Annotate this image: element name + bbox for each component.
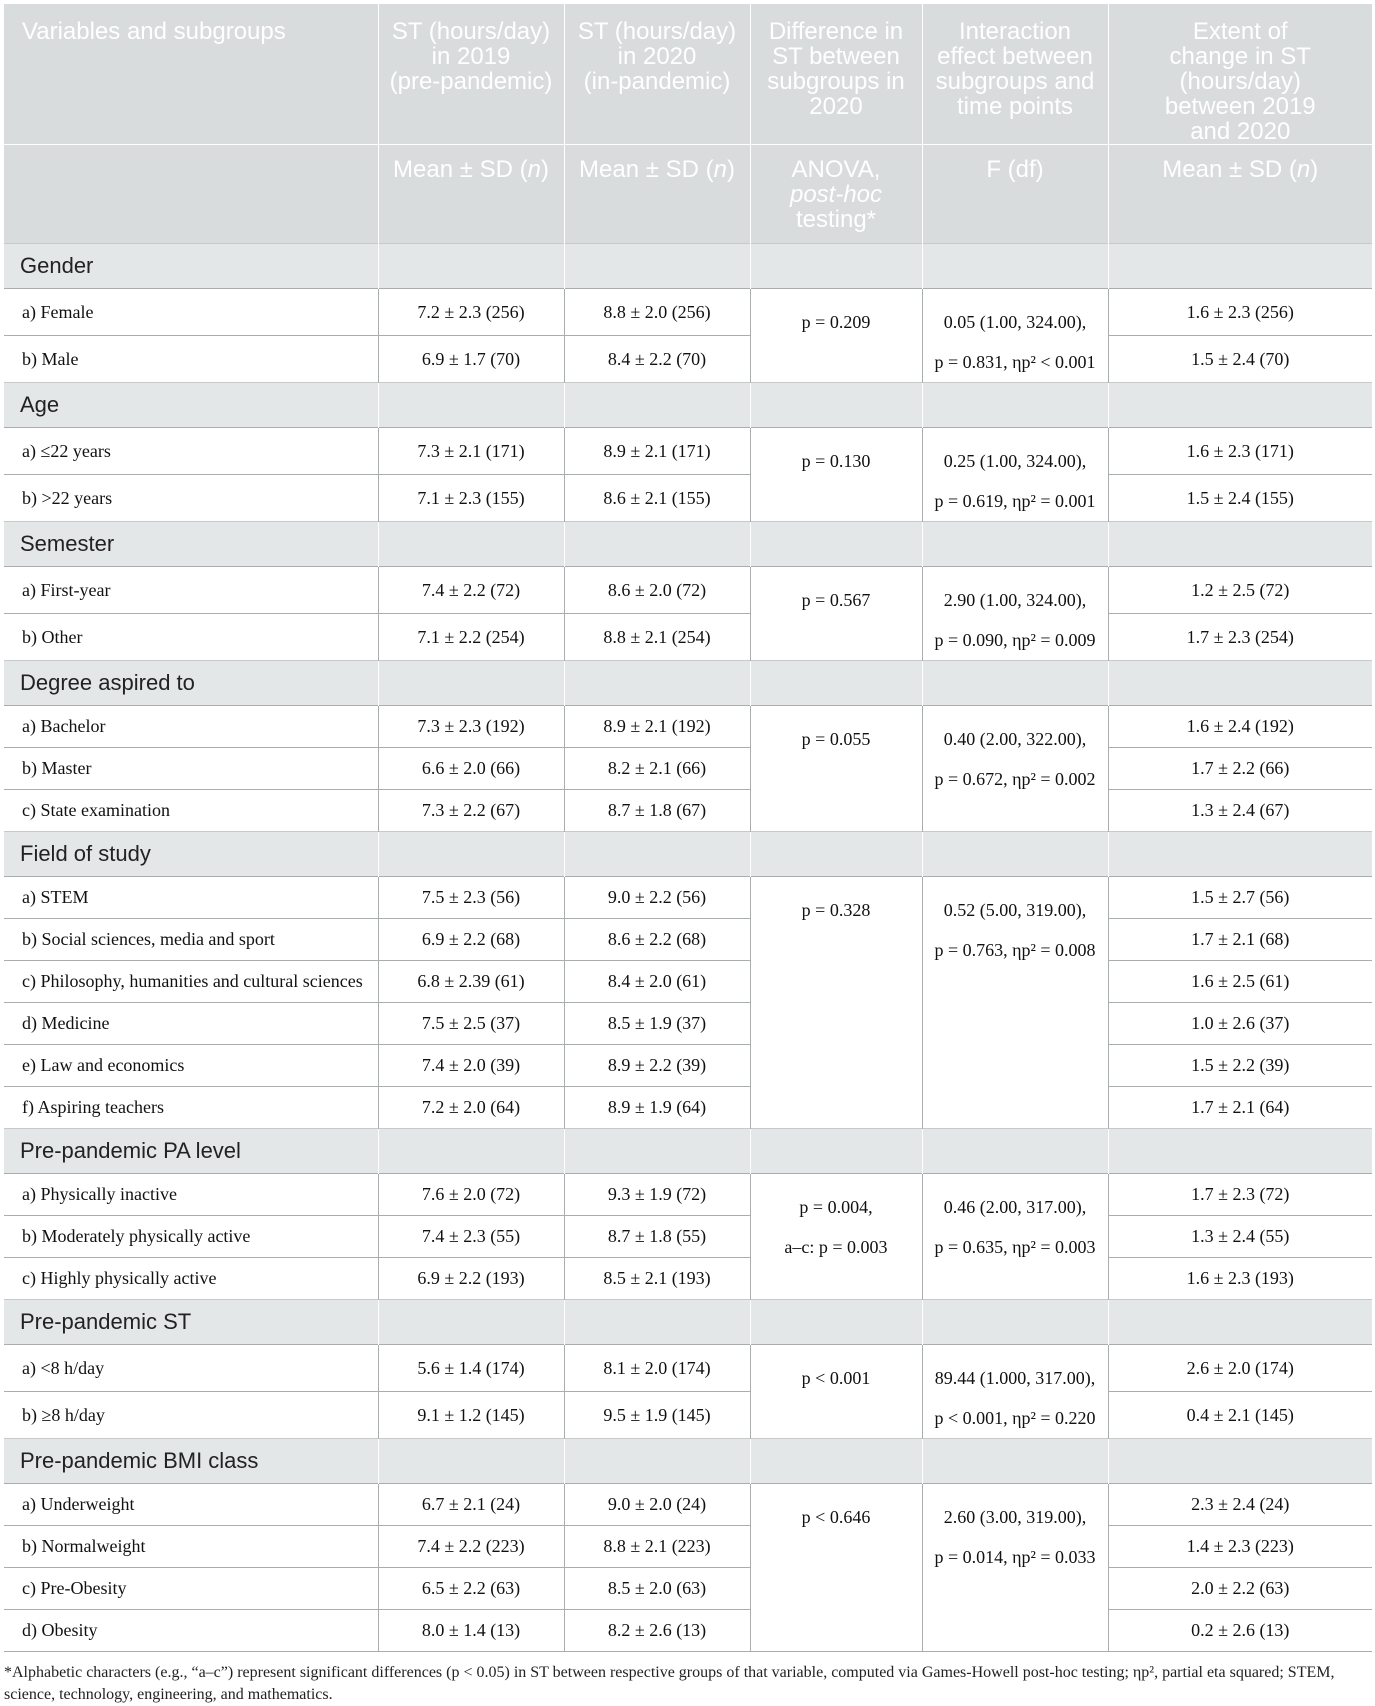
st-2020-cell: 8.8 ± 2.1 (254) <box>564 614 750 661</box>
st-2019-cell: 7.5 ± 2.3 (56) <box>378 877 564 919</box>
section-row <box>4 1300 1372 1345</box>
table-row <box>4 1216 1372 1258</box>
st-2020-cell: 9.0 ± 2.0 (24) <box>564 1484 750 1526</box>
subheader-text: Mean ± SD ( <box>579 156 714 183</box>
st-2019-cell: 8.0 ± 1.4 (13) <box>378 1610 564 1652</box>
anova-cell <box>750 706 922 832</box>
section-cell <box>922 1129 1108 1174</box>
header-line: ST (hours/day) <box>391 18 551 45</box>
results-table-document <box>4 4 1372 1706</box>
table-row <box>4 428 1372 475</box>
section-cell <box>922 383 1108 428</box>
change-cell: 1.6 ± 2.4 (192) <box>1108 706 1372 748</box>
table-row <box>4 877 1372 919</box>
st-2020-cell: 9.3 ± 1.9 (72) <box>564 1174 750 1216</box>
table-row <box>4 919 1372 961</box>
subheader-blank <box>4 145 378 244</box>
section-cell <box>922 1300 1108 1345</box>
subheader-text: ) <box>540 156 549 183</box>
table-row <box>4 1174 1372 1216</box>
interaction-line: 0.46 (2.00, 317.00), <box>943 1197 1087 1217</box>
subgroup-label: c) Philosophy, humanities and cultural sciences <box>4 961 378 1003</box>
anova-cell <box>750 428 922 522</box>
section-cell <box>378 1300 564 1345</box>
table-row <box>4 1045 1372 1087</box>
st-2019-cell: 6.5 ± 2.2 (63) <box>378 1568 564 1610</box>
header-line: (hours/day) <box>1179 68 1301 95</box>
change-cell: 1.4 ± 2.3 (223) <box>1108 1526 1372 1568</box>
section-row <box>4 661 1372 706</box>
table-header <box>4 4 1372 244</box>
anova-line: p = 0.209 <box>801 312 871 332</box>
interaction-line: 0.52 (5.00, 319.00), <box>943 900 1087 920</box>
st-2020-cell: 8.5 ± 1.9 (37) <box>564 1003 750 1045</box>
st-2019-cell: 9.1 ± 1.2 (145) <box>378 1392 564 1439</box>
interaction-line: 0.40 (2.00, 322.00), <box>943 729 1087 749</box>
section-cell <box>750 1439 922 1484</box>
subheader-mean-sd-change <box>1108 145 1372 244</box>
header-line: (pre-pandemic) <box>389 68 553 95</box>
header-line: effect between <box>937 43 1093 70</box>
st-2019-cell: 6.6 ± 2.0 (66) <box>378 748 564 790</box>
st-2019-cell: 5.6 ± 1.4 (174) <box>378 1345 564 1392</box>
results-table <box>4 4 1372 1652</box>
subgroup-label: a) ≤22 years <box>4 428 378 475</box>
interaction-line: 0.25 (1.00, 324.00), <box>943 451 1087 471</box>
table-row <box>4 1258 1372 1300</box>
header-line: ST (hours/day) <box>577 18 737 45</box>
st-2020-cell: 8.4 ± 2.2 (70) <box>564 336 750 383</box>
header-line: (in-pandemic) <box>583 68 731 95</box>
table-row <box>4 1484 1372 1526</box>
header-line: Difference in <box>768 18 904 45</box>
st-2019-cell: 7.4 ± 2.2 (72) <box>378 567 564 614</box>
section-cell <box>922 661 1108 706</box>
table-footnote: *Alphabetic characters (e.g., “a–c”) represent significant differences (p < 0.05) in ST between respective groups of that variable, computed via Games-Howell post-hoc testing; ηp², partial eta squared; STEM, science, technology, engineering, and mathematics. <box>4 1664 1335 1703</box>
change-cell: 1.6 ± 2.3 (193) <box>1108 1258 1372 1300</box>
subgroup-label: c) Pre-Obesity <box>4 1568 378 1610</box>
section-cell <box>1108 1439 1372 1484</box>
anova-line: p = 0.328 <box>801 900 871 920</box>
st-2019-cell: 7.4 ± 2.3 (55) <box>378 1216 564 1258</box>
subgroup-label: b) Normalweight <box>4 1526 378 1568</box>
st-2020-cell: 8.6 ± 2.1 (155) <box>564 475 750 522</box>
table-row <box>4 1610 1372 1652</box>
section-title: Age <box>4 383 378 428</box>
subgroup-label: d) Medicine <box>4 1003 378 1045</box>
subgroup-label: a) Bachelor <box>4 706 378 748</box>
interaction-line: p = 0.619, ηp² = 0.001 <box>934 491 1096 511</box>
table-row <box>4 475 1372 522</box>
st-2020-cell: 8.9 ± 2.1 (171) <box>564 428 750 475</box>
subheader-f-df: F (df) <box>922 145 1108 244</box>
table-row <box>4 1568 1372 1610</box>
section-cell <box>564 661 750 706</box>
st-2020-cell: 8.7 ± 1.8 (67) <box>564 790 750 832</box>
st-2020-cell: 8.8 ± 2.1 (223) <box>564 1526 750 1568</box>
section-row <box>4 832 1372 877</box>
section-cell <box>564 383 750 428</box>
header-line: in 2019 <box>431 43 511 70</box>
change-cell: 1.7 ± 2.2 (66) <box>1108 748 1372 790</box>
anova-line: p < 0.001 <box>801 1368 871 1388</box>
st-2020-cell: 8.7 ± 1.8 (55) <box>564 1216 750 1258</box>
section-title: Semester <box>4 522 378 567</box>
section-cell <box>922 522 1108 567</box>
table-row <box>4 614 1372 661</box>
section-cell <box>1108 1300 1372 1345</box>
subgroup-label: e) Law and economics <box>4 1045 378 1087</box>
st-2019-cell: 7.3 ± 2.1 (171) <box>378 428 564 475</box>
subheader-n: n <box>1296 156 1311 183</box>
header-line: time points <box>956 93 1074 120</box>
st-2020-cell: 8.9 ± 2.2 (39) <box>564 1045 750 1087</box>
interaction-line: 89.44 (1.000, 317.00), <box>934 1368 1096 1388</box>
interaction-line: 2.60 (3.00, 319.00), <box>943 1507 1087 1527</box>
section-cell <box>564 832 750 877</box>
interaction-line: p < 0.001, ηp² = 0.220 <box>934 1408 1096 1428</box>
header-line: Extent of <box>1192 18 1288 45</box>
st-2019-cell: 7.6 ± 2.0 (72) <box>378 1174 564 1216</box>
subgroup-label: b) Male <box>4 336 378 383</box>
interaction-cell <box>922 1484 1108 1652</box>
section-cell <box>378 832 564 877</box>
header-line: 2020 <box>809 93 863 120</box>
subheader-anova <box>750 145 922 244</box>
section-cell <box>378 1129 564 1174</box>
section-cell <box>750 1300 922 1345</box>
section-cell <box>564 244 750 289</box>
st-2019-cell: 7.1 ± 2.2 (254) <box>378 614 564 661</box>
table-row <box>4 1345 1372 1392</box>
change-cell: 1.6 ± 2.3 (171) <box>1108 428 1372 475</box>
st-2020-cell: 8.6 ± 2.0 (72) <box>564 567 750 614</box>
change-cell: 1.0 ± 2.6 (37) <box>1108 1003 1372 1045</box>
interaction-line: p = 0.635, ηp² = 0.003 <box>934 1237 1096 1257</box>
interaction-line: 0.05 (1.00, 324.00), <box>943 312 1087 332</box>
table-row <box>4 748 1372 790</box>
section-row <box>4 522 1372 567</box>
subgroup-label: b) ≥8 h/day <box>4 1392 378 1439</box>
interaction-cell <box>922 1345 1108 1439</box>
section-cell <box>922 244 1108 289</box>
section-cell <box>922 1439 1108 1484</box>
interaction-cell <box>922 289 1108 383</box>
anova-cell <box>750 1484 922 1652</box>
subheader-line: post-hoc <box>789 181 883 208</box>
st-2020-cell: 8.9 ± 2.1 (192) <box>564 706 750 748</box>
subgroup-label: d) Obesity <box>4 1610 378 1652</box>
section-cell <box>922 832 1108 877</box>
subgroup-label: f) Aspiring teachers <box>4 1087 378 1129</box>
subgroup-label: a) Physically inactive <box>4 1174 378 1216</box>
table-row <box>4 336 1372 383</box>
st-2019-cell: 7.3 ± 2.3 (192) <box>378 706 564 748</box>
interaction-line: p = 0.763, ηp² = 0.008 <box>934 940 1096 960</box>
st-2019-cell: 7.3 ± 2.2 (67) <box>378 790 564 832</box>
subheader-text: ) <box>726 156 735 183</box>
anova-line: p = 0.130 <box>801 451 871 471</box>
header-line: subgroups and <box>935 68 1095 95</box>
table-row <box>4 706 1372 748</box>
section-cell <box>750 522 922 567</box>
subheader-text: Mean ± SD ( <box>1162 156 1297 183</box>
change-cell: 1.3 ± 2.4 (67) <box>1108 790 1372 832</box>
header-line: in 2020 <box>617 43 697 70</box>
table-body <box>4 244 1372 1652</box>
subgroup-label: b) >22 years <box>4 475 378 522</box>
section-cell <box>750 661 922 706</box>
header-line: subgroups in <box>767 68 905 95</box>
change-cell: 1.5 ± 2.4 (155) <box>1108 475 1372 522</box>
change-cell: 0.2 ± 2.6 (13) <box>1108 1610 1372 1652</box>
st-2019-cell: 6.9 ± 2.2 (193) <box>378 1258 564 1300</box>
anova-cell <box>750 877 922 1129</box>
st-2020-cell: 8.2 ± 2.6 (13) <box>564 1610 750 1652</box>
section-cell <box>564 1300 750 1345</box>
change-cell: 1.6 ± 2.5 (61) <box>1108 961 1372 1003</box>
subgroup-label: a) First-year <box>4 567 378 614</box>
header-line: ST between <box>772 43 900 70</box>
st-2019-cell: 6.7 ± 2.1 (24) <box>378 1484 564 1526</box>
section-title: Degree aspired to <box>4 661 378 706</box>
interaction-cell <box>922 428 1108 522</box>
change-cell: 1.7 ± 2.1 (68) <box>1108 919 1372 961</box>
header-line: and 2020 <box>1190 118 1291 145</box>
interaction-cell <box>922 706 1108 832</box>
change-cell: 0.4 ± 2.1 (145) <box>1108 1392 1372 1439</box>
subgroup-label: b) Social sciences, media and sport <box>4 919 378 961</box>
subgroup-label: b) Master <box>4 748 378 790</box>
subheader-line: testing* <box>795 206 877 233</box>
anova-line: p = 0.567 <box>801 590 871 610</box>
change-cell: 1.2 ± 2.5 (72) <box>1108 567 1372 614</box>
section-cell <box>750 383 922 428</box>
table-row <box>4 1087 1372 1129</box>
change-cell: 1.6 ± 2.3 (256) <box>1108 289 1372 336</box>
subheader-mean-sd-2020 <box>564 145 750 244</box>
anova-cell <box>750 289 922 383</box>
st-2020-cell: 8.5 ± 2.0 (63) <box>564 1568 750 1610</box>
st-2019-cell: 7.4 ± 2.2 (223) <box>378 1526 564 1568</box>
header-difference <box>750 4 922 145</box>
interaction-line: p = 0.831, ηp² < 0.001 <box>934 352 1096 372</box>
anova-line: p < 0.646 <box>801 1507 871 1527</box>
section-row <box>4 244 1372 289</box>
header-interaction <box>922 4 1108 145</box>
st-2020-cell: 8.2 ± 2.1 (66) <box>564 748 750 790</box>
subheader-mean-sd-2019 <box>378 145 564 244</box>
subheader-line: ANOVA, <box>791 156 881 183</box>
table-row <box>4 1526 1372 1568</box>
st-2019-cell: 7.4 ± 2.0 (39) <box>378 1045 564 1087</box>
st-2019-cell: 7.2 ± 2.3 (256) <box>378 289 564 336</box>
table-row <box>4 1003 1372 1045</box>
subheader-n: n <box>527 156 541 183</box>
table-row <box>4 289 1372 336</box>
section-row <box>4 383 1372 428</box>
st-2020-cell: 8.9 ± 1.9 (64) <box>564 1087 750 1129</box>
subheader-text: Mean ± SD ( <box>393 156 528 183</box>
st-2020-cell: 9.5 ± 1.9 (145) <box>564 1392 750 1439</box>
section-row <box>4 1129 1372 1174</box>
subheader-text: ) <box>1310 156 1319 183</box>
section-cell <box>564 1129 750 1174</box>
section-title: Field of study <box>4 832 378 877</box>
subgroup-label: b) Other <box>4 614 378 661</box>
st-2020-cell: 8.6 ± 2.2 (68) <box>564 919 750 961</box>
st-2020-cell: 9.0 ± 2.2 (56) <box>564 877 750 919</box>
header-extent-change <box>1108 4 1372 145</box>
st-2019-cell: 7.2 ± 2.0 (64) <box>378 1087 564 1129</box>
subgroup-label: a) Underweight <box>4 1484 378 1526</box>
st-2019-cell: 7.1 ± 2.3 (155) <box>378 475 564 522</box>
st-2019-cell: 7.5 ± 2.5 (37) <box>378 1003 564 1045</box>
st-2020-cell: 8.1 ± 2.0 (174) <box>564 1345 750 1392</box>
section-cell <box>564 1439 750 1484</box>
section-cell <box>1108 661 1372 706</box>
anova-cell <box>750 1345 922 1439</box>
section-cell <box>378 661 564 706</box>
change-cell: 1.5 ± 2.4 (70) <box>1108 336 1372 383</box>
subgroup-label: c) Highly physically active <box>4 1258 378 1300</box>
st-2019-cell: 6.9 ± 2.2 (68) <box>378 919 564 961</box>
anova-cell <box>750 1174 922 1300</box>
interaction-cell <box>922 877 1108 1129</box>
change-cell: 1.5 ± 2.7 (56) <box>1108 877 1372 919</box>
table-row <box>4 567 1372 614</box>
subgroup-label: b) Moderately physically active <box>4 1216 378 1258</box>
section-cell <box>378 522 564 567</box>
interaction-line: 2.90 (1.00, 324.00), <box>943 590 1087 610</box>
subgroup-label: a) STEM <box>4 877 378 919</box>
subgroup-label: a) <8 h/day <box>4 1345 378 1392</box>
section-cell <box>1108 832 1372 877</box>
anova-line: p = 0.055 <box>801 729 871 749</box>
interaction-line: p = 0.672, ηp² = 0.002 <box>934 769 1096 789</box>
anova-line: a–c: p = 0.003 <box>784 1237 888 1257</box>
section-cell <box>1108 1129 1372 1174</box>
table-row <box>4 1392 1372 1439</box>
subgroup-label: c) State examination <box>4 790 378 832</box>
section-cell <box>1108 522 1372 567</box>
section-title: Pre-pandemic BMI class <box>4 1439 378 1484</box>
section-title: Pre-pandemic PA level <box>4 1129 378 1174</box>
header-st-2020 <box>564 4 750 145</box>
change-cell: 2.0 ± 2.2 (63) <box>1108 1568 1372 1610</box>
section-cell <box>750 244 922 289</box>
section-row <box>4 1439 1372 1484</box>
subheader-n: n <box>713 156 727 183</box>
change-cell: 1.3 ± 2.4 (55) <box>1108 1216 1372 1258</box>
change-cell: 2.3 ± 2.4 (24) <box>1108 1484 1372 1526</box>
section-title: Pre-pandemic ST <box>4 1300 378 1345</box>
change-cell: 1.7 ± 2.3 (72) <box>1108 1174 1372 1216</box>
section-cell <box>750 832 922 877</box>
change-cell: 1.7 ± 2.3 (254) <box>1108 614 1372 661</box>
section-cell <box>750 1129 922 1174</box>
interaction-line: p = 0.090, ηp² = 0.009 <box>934 630 1096 650</box>
anova-cell <box>750 567 922 661</box>
interaction-cell <box>922 1174 1108 1300</box>
section-title: Gender <box>4 244 378 289</box>
interaction-line: p = 0.014, ηp² = 0.033 <box>934 1547 1096 1567</box>
change-cell: 1.7 ± 2.1 (64) <box>1108 1087 1372 1129</box>
st-2019-cell: 6.8 ± 2.39 (61) <box>378 961 564 1003</box>
table-row <box>4 790 1372 832</box>
subgroup-label: a) Female <box>4 289 378 336</box>
section-cell <box>378 244 564 289</box>
st-2019-cell: 6.9 ± 1.7 (70) <box>378 336 564 383</box>
st-2020-cell: 8.4 ± 2.0 (61) <box>564 961 750 1003</box>
section-cell <box>564 522 750 567</box>
header-st-2019 <box>378 4 564 145</box>
table-row <box>4 961 1372 1003</box>
st-2020-cell: 8.8 ± 2.0 (256) <box>564 289 750 336</box>
st-2020-cell: 8.5 ± 2.1 (193) <box>564 1258 750 1300</box>
header-line: Interaction <box>958 18 1072 45</box>
change-cell: 1.5 ± 2.2 (39) <box>1108 1045 1372 1087</box>
section-cell <box>1108 244 1372 289</box>
section-cell <box>1108 383 1372 428</box>
interaction-cell <box>922 567 1108 661</box>
header-line: between 2019 <box>1164 93 1316 120</box>
change-cell: 2.6 ± 2.0 (174) <box>1108 1345 1372 1392</box>
header-line: change in ST <box>1169 43 1311 70</box>
section-cell <box>378 1439 564 1484</box>
section-cell <box>378 383 564 428</box>
header-variables: Variables and subgroups <box>4 4 378 145</box>
anova-line: p = 0.004, <box>799 1197 873 1217</box>
